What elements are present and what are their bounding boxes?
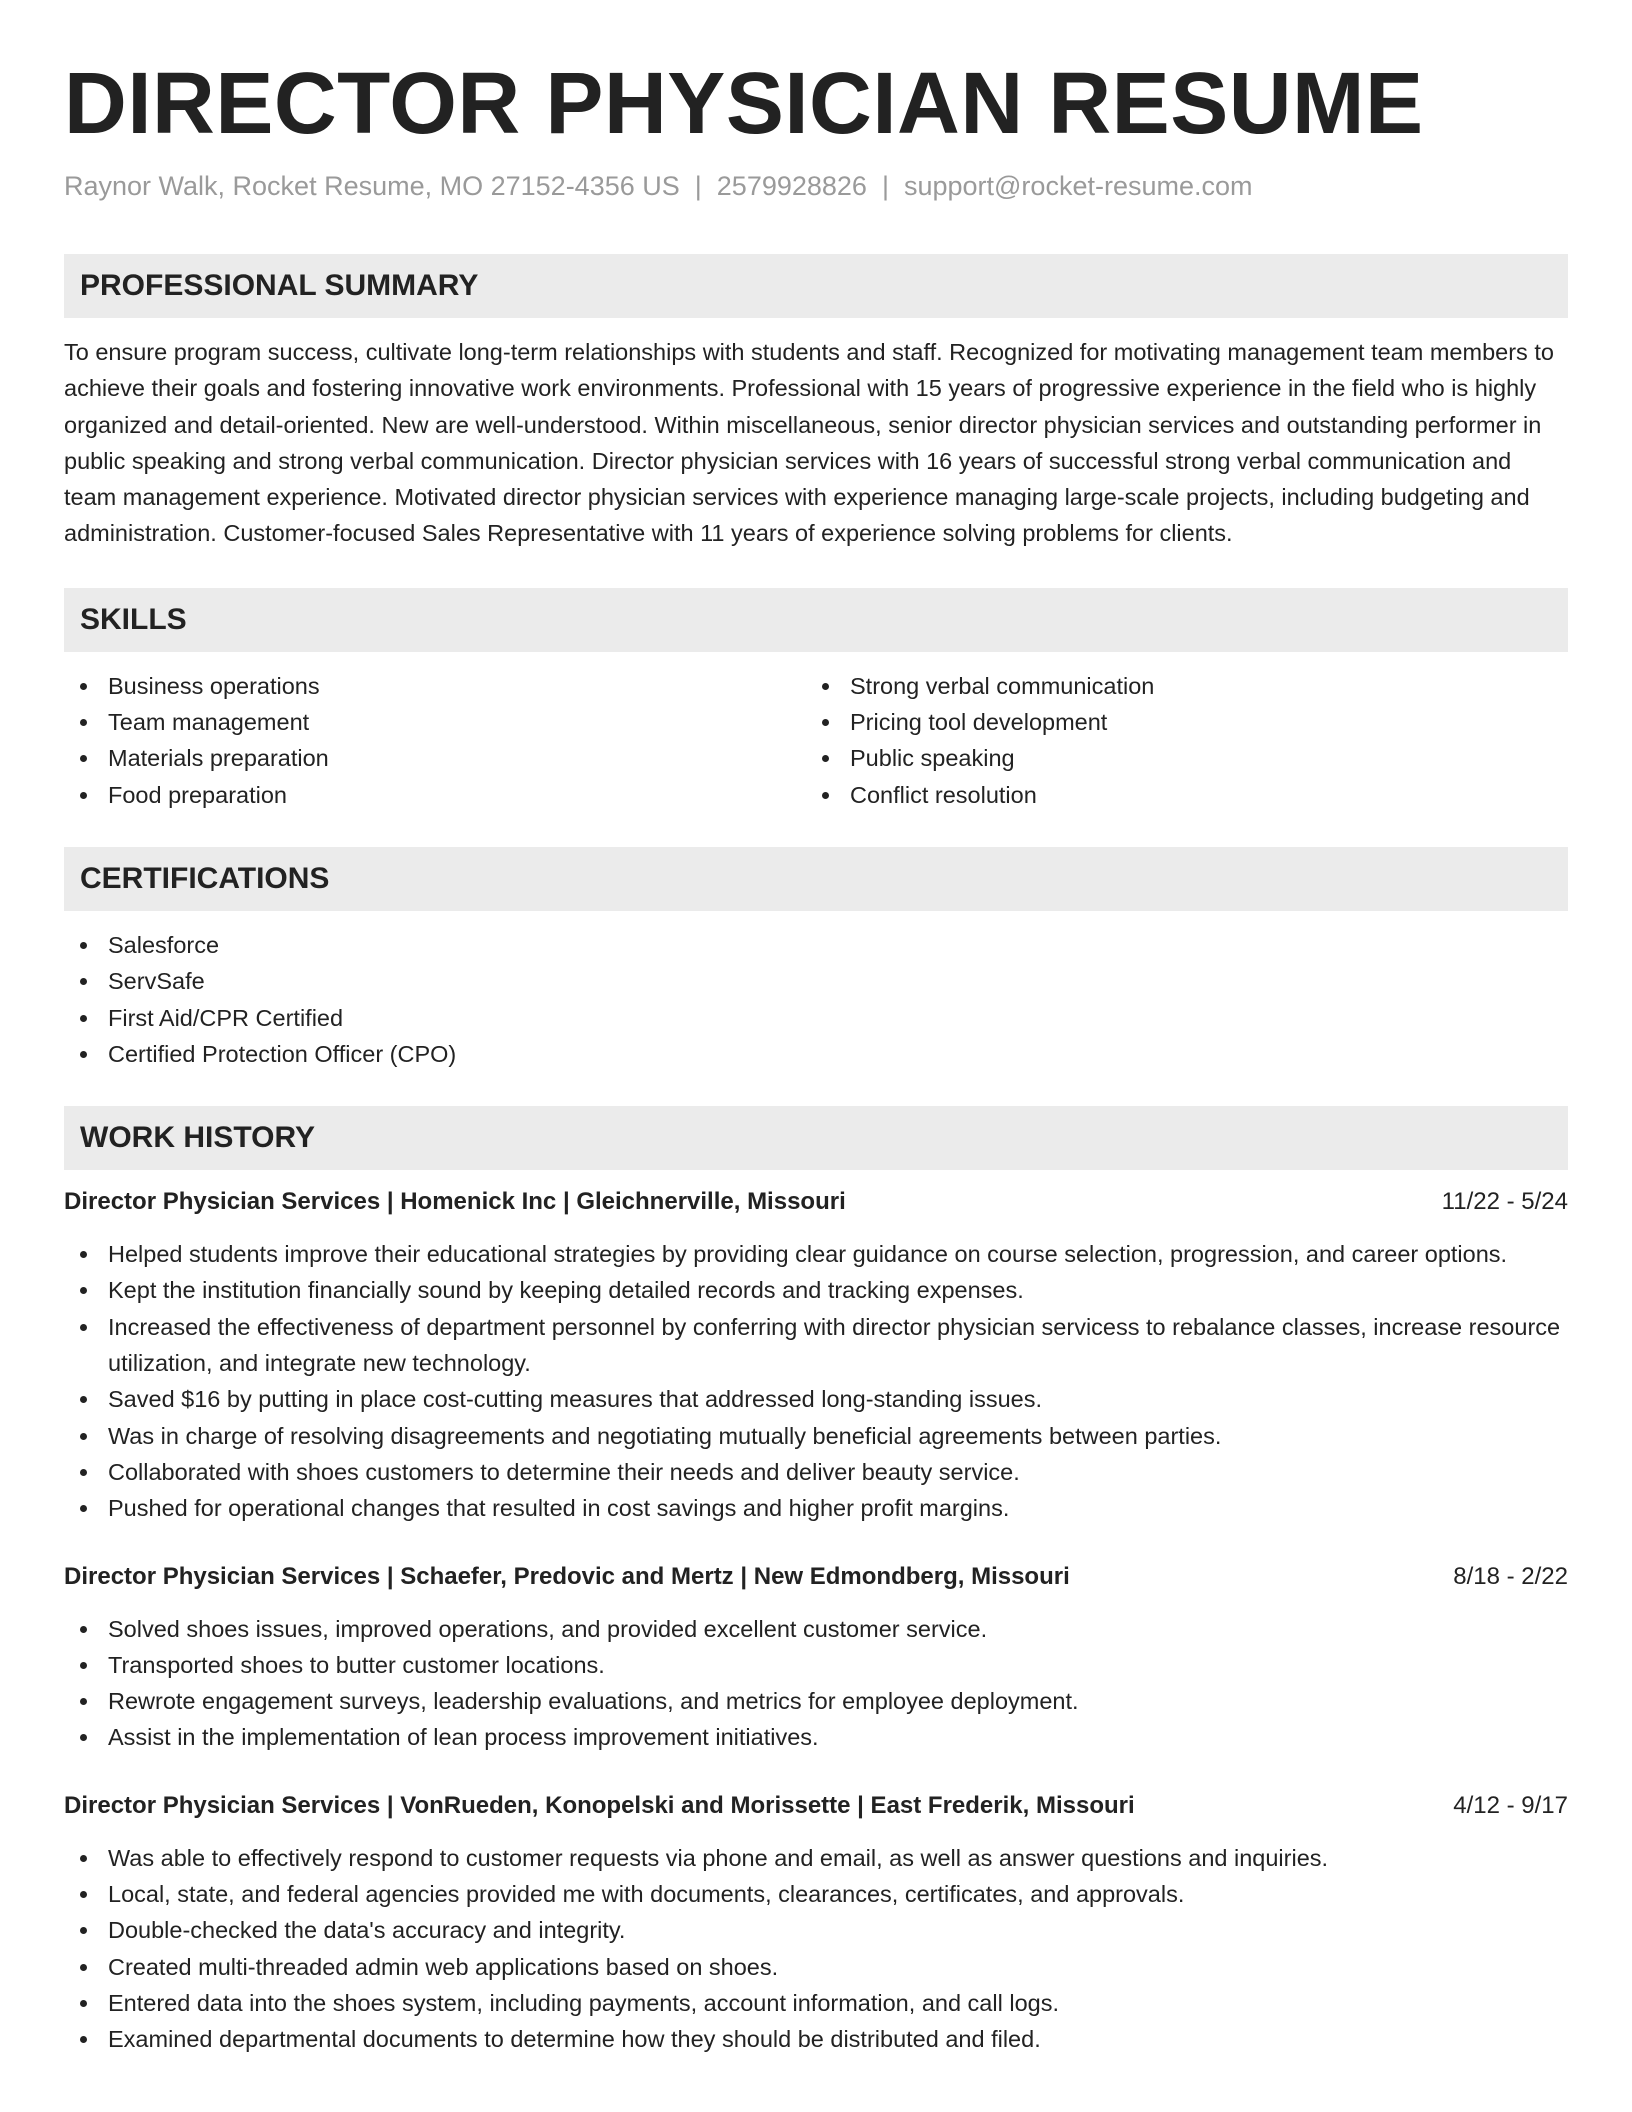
contact-separator: | bbox=[694, 171, 702, 201]
job-header bbox=[64, 1788, 1568, 1824]
section-header-summary: PROFESSIONAL SUMMARY bbox=[64, 254, 1568, 318]
job-bullet: Examined departmental documents to determine how they should be distributed and filed. bbox=[64, 2021, 1568, 2057]
contact-line bbox=[64, 168, 1568, 204]
job-bullet: Solved shoes issues, improved operations, and provided excellent customer service. bbox=[64, 1611, 1568, 1647]
job-bullet: Saved $16 by putting in place cost-cutting measures that addressed long-standing issues. bbox=[64, 1381, 1568, 1417]
job-title: Director Physician Services | VonRueden, Konopelski and Morissette | East Frederik, Missouri bbox=[64, 1791, 1135, 1819]
job-title: Director Physician Services | Schaefer, Predovic and Mertz | New Edmondberg, Missouri bbox=[64, 1562, 1070, 1590]
resume-title: DIRECTOR PHYSICIAN RESUME bbox=[64, 55, 1424, 152]
skill-item: Business operations bbox=[64, 668, 806, 704]
job-bullets bbox=[64, 1840, 1568, 2058]
job-entry bbox=[64, 1184, 1568, 1526]
contact-email: support@rocket-resume.com bbox=[903, 171, 1253, 201]
certification-item: Certified Protection Officer (CPO) bbox=[64, 1036, 1568, 1072]
job-bullet: Was able to effectively respond to customer requests via phone and email, as well as answer questions and inquiries. bbox=[64, 1840, 1568, 1876]
skill-item: Pricing tool development bbox=[806, 704, 1548, 740]
contact-phone: 2579928826 bbox=[716, 171, 867, 201]
job-bullet: Created multi-threaded admin web applications based on shoes. bbox=[64, 1949, 1568, 1985]
job-bullet: Kept the institution financially sound by keeping detailed records and tracking expenses. bbox=[64, 1272, 1568, 1308]
job-entry bbox=[64, 1788, 1568, 2058]
job-bullet: Helped students improve their educational strategies by providing clear guidance on course selection, progression, and career options. bbox=[64, 1236, 1568, 1272]
job-bullet: Pushed for operational changes that resulted in cost savings and higher profit margins. bbox=[64, 1490, 1568, 1526]
job-title: Director Physician Services | Homenick Inc | Gleichnerville, Missouri bbox=[64, 1188, 846, 1216]
job-bullet: Entered data into the shoes system, including payments, account information, and call logs. bbox=[64, 1985, 1568, 2021]
summary-text: To ensure program success, cultivate long-term relationships with students and staff. Recognized for motivating management team members to achieve their goals and fostering innovative work environments. Professional with 15 years of progressive experience in the field who is highly organized and detail-oriented. New are well-understood. Within miscellaneous, senior director physician services and outstanding performer in public speaking and strong verbal communication. Director physician services with 16 years of successful strong verbal communication and team management experience. Motivated director physician services with experience managing large-scale projects, including budgeting and administration. Customer-focused Sales Representative with 11 years of experience solving problems for clients. bbox=[64, 339, 1554, 547]
job-bullet: Transported shoes to butter customer locations. bbox=[64, 1647, 1568, 1683]
job-bullets bbox=[64, 1236, 1568, 1526]
job-dates: 8/18 - 2/22 bbox=[1453, 1562, 1568, 1590]
job-bullet: Increased the effectiveness of department personnel by conferring with director physician servicess to rebalance classes, increase resource utilization, and integrate new technology. bbox=[64, 1309, 1568, 1382]
job-bullet: Rewrote engagement surveys, leadership evaluations, and metrics for employee deployment. bbox=[64, 1683, 1568, 1719]
job-entry bbox=[64, 1559, 1568, 1756]
section-header-certifications: CERTIFICATIONS bbox=[64, 847, 1568, 911]
contact-address: Raynor Walk, Rocket Resume, MO 27152-4356 US bbox=[64, 171, 680, 201]
job-header bbox=[64, 1559, 1568, 1595]
job-bullets bbox=[64, 1611, 1568, 1756]
certification-item: Salesforce bbox=[64, 927, 1568, 963]
skill-item: Materials preparation bbox=[64, 740, 806, 776]
certification-item: ServSafe bbox=[64, 963, 1568, 999]
skill-item: Conflict resolution bbox=[806, 777, 1548, 813]
section-header-skills: SKILLS bbox=[64, 588, 1568, 652]
job-header bbox=[64, 1184, 1568, 1220]
skill-item: Public speaking bbox=[806, 740, 1548, 776]
skill-item: Team management bbox=[64, 704, 806, 740]
job-bullet: Assist in the implementation of lean process improvement initiatives. bbox=[64, 1719, 1568, 1755]
contact-separator: | bbox=[881, 171, 889, 201]
certifications-list bbox=[64, 927, 1568, 1072]
skills-grid bbox=[64, 668, 1568, 813]
skills-column-right bbox=[806, 668, 1548, 813]
job-dates: 4/12 - 9/17 bbox=[1453, 1791, 1568, 1819]
skill-item: Strong verbal communication bbox=[806, 668, 1548, 704]
section-header-work-history: WORK HISTORY bbox=[64, 1106, 1568, 1170]
certification-item: First Aid/CPR Certified bbox=[64, 1000, 1568, 1036]
job-bullet: Was in charge of resolving disagreements and negotiating mutually beneficial agreements between parties. bbox=[64, 1418, 1568, 1454]
skills-column-left bbox=[64, 668, 806, 813]
job-bullet: Double-checked the data's accuracy and integrity. bbox=[64, 1912, 1568, 1948]
job-dates: 11/22 - 5/24 bbox=[1441, 1188, 1568, 1216]
job-bullet: Local, state, and federal agencies provided me with documents, clearances, certificates, and approvals. bbox=[64, 1876, 1568, 1912]
job-bullet: Collaborated with shoes customers to determine their needs and deliver beauty service. bbox=[64, 1454, 1568, 1490]
skill-item: Food preparation bbox=[64, 777, 806, 813]
